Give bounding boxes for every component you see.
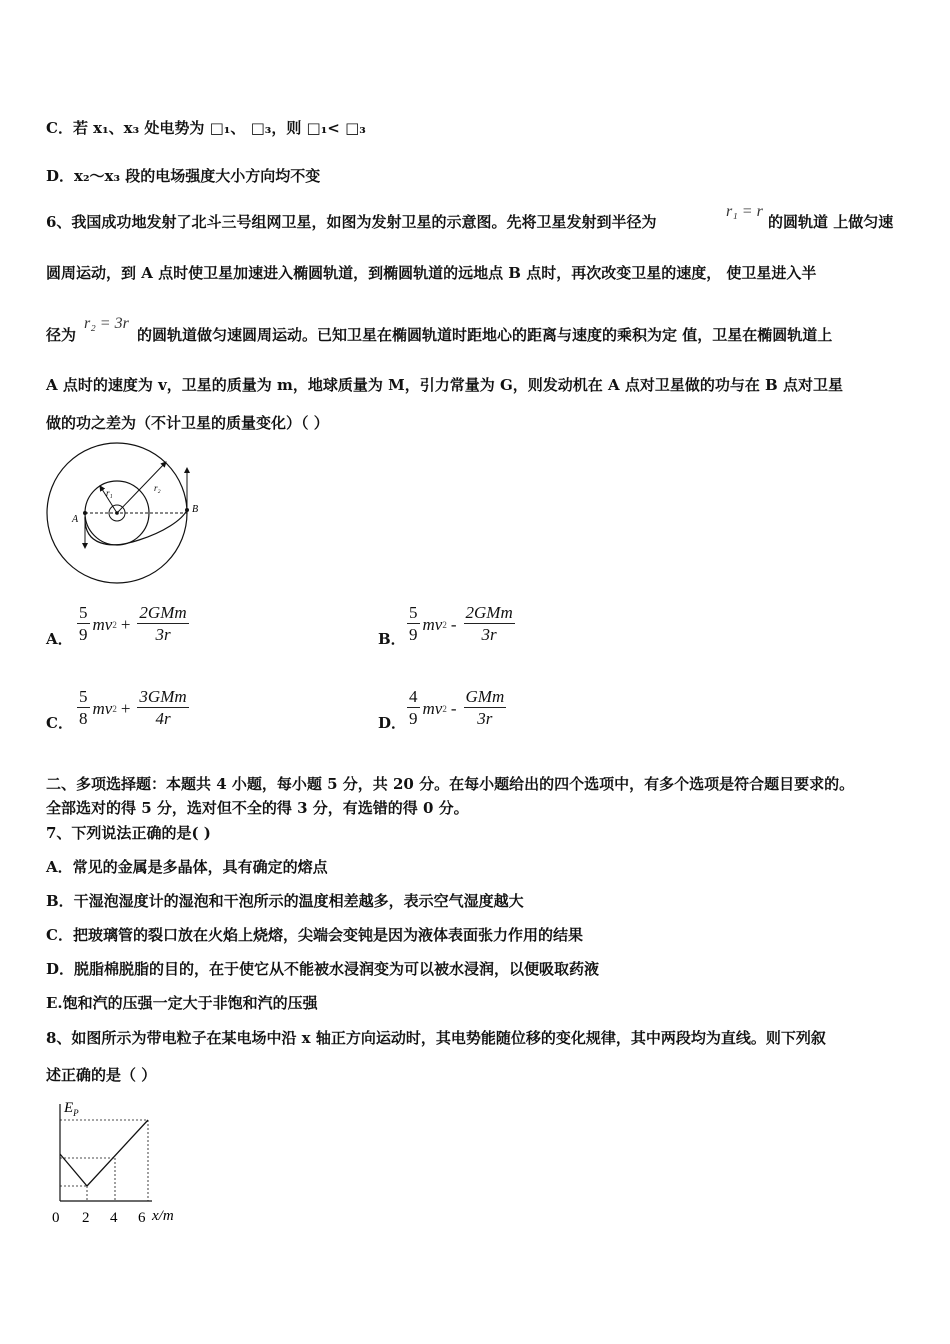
option-d-formula: $\frac{4}{9}$ mv 2 - $\frac{\text{GMm}}{3r}$ <box>409 687 505 728</box>
q6-line1b: 的圆轨道 上做匀速 <box>768 213 894 231</box>
q7-option-a: A．常见的金属是多晶体，具有确定的熔点 <box>46 858 328 876</box>
q8-line1: 8、如图所示为带电粒子在某电场中沿 x 轴正方向运动时，其电势能随位移的变化规律，其中两段均为直线。则下列叙 <box>46 1029 826 1047</box>
option-b-label: B． <box>378 630 406 648</box>
q7-stem: 7、下列说法正确的是( ) <box>46 824 211 842</box>
q6-line3b: 的圆轨道做匀速圆周运动。已知卫星在椭圆轨道时距地心的距离与速度的乘积为定 值，卫星在椭圆轨道上 <box>137 326 833 344</box>
option-c-label: C． <box>46 714 73 732</box>
q6-line1a: 6、我国成功地发射了北斗三号组网卫星，如图为发射卫星的示意图。先将卫星发射到半径为 <box>46 213 657 231</box>
x-tick-0: 0 <box>52 1210 60 1226</box>
option-d-q5: D．x₂～x₃ 段的电场强度大小方向均不变 <box>46 167 321 185</box>
q7-option-c: C．把玻璃管的裂口放在火焰上烧熔，尖端会变钝是因为液体表面张力作用的结果 <box>46 926 583 944</box>
q8-line2: 述正确的是（ ） <box>46 1066 157 1084</box>
ep-curve <box>60 1120 148 1186</box>
x-axis-label: x/m <box>152 1208 174 1224</box>
q7-option-e: E.饱和汽的压强一定大于非饱和汽的压强 <box>46 994 318 1012</box>
option-a-formula: $\frac{5}{9}$ mv 2 + $\frac{\text{2GMm}}{3r}$ <box>79 603 187 644</box>
option-a-label: A． <box>46 630 73 648</box>
option-d-label: D． <box>378 714 407 732</box>
option-c-q5: C．若 x₁、x₃ 处电势为 □₁、 □₃，则 □₁< □₃ <box>46 119 366 137</box>
r1-expression: r₁ = r <box>726 203 763 220</box>
q7-option-d: D．脱脂棉脱脂的目的，在于使它从不能被水浸润变为可以被水浸润，以便吸取药液 <box>46 960 600 978</box>
r2-label: r₂ <box>154 483 161 493</box>
option-c-formula: $\frac{5}{8}$ mv 2 + $\frac{\text{3GMm}}{4r}$ <box>79 687 187 728</box>
r2-expression: r₂ = 3r <box>84 315 129 332</box>
section2-header-line1: 二、多项选择题：本题共 4 小题，每小题 5 分，共 20 分。在每小题给出的四个选项中，有多个选项是符合题目要求的。 <box>46 775 855 793</box>
r1-label: r₁ <box>106 488 113 498</box>
potential-energy-graph <box>44 1096 194 1231</box>
q7-option-b: B．干湿泡湿度计的湿泡和干泡所示的温度相差越多，表示空气湿度越大 <box>46 892 524 910</box>
q6-line5: 做的功之差为（不计卫星的质量变化）（ ） <box>46 414 329 432</box>
x-tick-6: 6 <box>138 1210 146 1226</box>
q6-line2: 圆周运动，到 A 点时使卫星加速进入椭圆轨道，到椭圆轨道的远地点 B 点时，再次改变卫星的速度， 使卫星进入半 <box>46 264 817 282</box>
point-b-label: B <box>192 504 199 515</box>
option-b-formula: $\frac{5}{9}$ mv 2 - $\frac{\text{2GMm}}{3r}$ <box>409 603 513 644</box>
y-axis-label: $E_P$ <box>64 1100 79 1118</box>
q6-line4: A 点时的速度为 v，卫星的质量为 m，地球质量为 M，引力常量为 G，则发动机在 A 点对卫星做的功与在 B 点对卫星 <box>46 376 843 394</box>
x-tick-2: 2 <box>82 1210 90 1226</box>
ellipse-orbit <box>85 510 187 545</box>
section2-header-line2: 全部选对的得 5 分，选对但不全的得 3 分，有选错的得 0 分。 <box>46 799 469 817</box>
orbit-diagram <box>44 440 214 585</box>
point-a-label: A <box>72 514 79 525</box>
x-tick-4: 4 <box>110 1210 118 1226</box>
q6-line3a: 径为 <box>46 326 77 344</box>
